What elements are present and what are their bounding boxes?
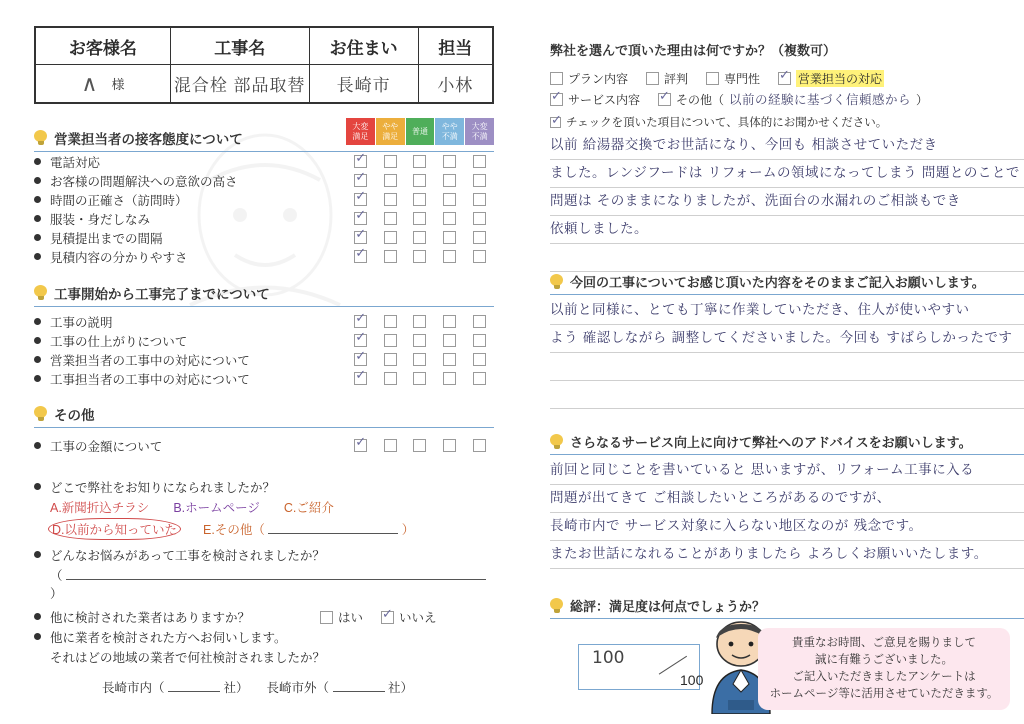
table-row[interactable] bbox=[34, 436, 494, 455]
reason-option-sales-response[interactable] bbox=[778, 70, 884, 87]
rating-checkboxes[interactable] bbox=[346, 155, 494, 168]
section-title-text: 営業担当者の接客態度について bbox=[54, 132, 243, 147]
reason-option-label: 評判 bbox=[664, 72, 689, 86]
check-mark-icon bbox=[550, 117, 561, 128]
count-out-city-unit: 社） bbox=[387, 681, 413, 695]
checkbox-satisfied[interactable] bbox=[384, 439, 397, 452]
score-title bbox=[550, 596, 1024, 619]
bullet-icon bbox=[34, 375, 41, 382]
right-column bbox=[530, 0, 1024, 724]
item-label: 工事担当者の工事中の対応について bbox=[50, 372, 250, 387]
table-row[interactable] bbox=[34, 171, 494, 190]
paren-open: （ bbox=[50, 569, 63, 583]
checkbox-dissatisfied[interactable] bbox=[443, 231, 456, 244]
section-advice bbox=[550, 432, 1024, 569]
thanks-line: 貴重なお時間、ご意見を賜りまして bbox=[792, 636, 976, 649]
legend-line2: 満足 bbox=[352, 131, 369, 141]
checkbox-very-dissatisfied[interactable] bbox=[473, 353, 486, 366]
writing-line[interactable] bbox=[550, 132, 1024, 160]
value-address: 長崎市 bbox=[310, 65, 419, 102]
checkbox-satisfied[interactable] bbox=[384, 250, 397, 263]
bullet-icon bbox=[34, 442, 41, 449]
checkbox-satisfied[interactable] bbox=[384, 372, 397, 385]
writing-line[interactable] bbox=[550, 188, 1024, 216]
count-out-city-line[interactable] bbox=[333, 691, 385, 692]
advice-title bbox=[550, 432, 1024, 455]
section-score bbox=[550, 596, 1024, 619]
table-row[interactable] bbox=[34, 331, 494, 350]
customer-signature: ∧ bbox=[81, 70, 98, 96]
label-yes: はい bbox=[338, 611, 364, 625]
writing-line[interactable] bbox=[550, 216, 1024, 244]
checkbox-very-dissatisfied[interactable] bbox=[473, 372, 486, 385]
legend-line2: 不満 bbox=[441, 131, 458, 141]
handwriting-line: 問題が出てきて ご相談したいところがあるのですが、 bbox=[550, 490, 891, 506]
writing-line[interactable] bbox=[550, 353, 1024, 381]
table-row[interactable] bbox=[34, 369, 494, 388]
item-label: 営業担当者の工事中の対応について bbox=[50, 353, 250, 368]
bullet-icon bbox=[34, 318, 41, 325]
checkbox-dissatisfied[interactable] bbox=[443, 174, 456, 187]
header-work-name: 工事名 bbox=[171, 28, 310, 65]
rating-checkboxes[interactable] bbox=[346, 439, 494, 452]
checkbox-very-dissatisfied[interactable] bbox=[473, 250, 486, 263]
checkbox-very-dissatisfied[interactable] bbox=[473, 315, 486, 328]
section-sales-attitude bbox=[34, 128, 494, 152]
table-row[interactable] bbox=[34, 228, 494, 247]
checkbox-dissatisfied[interactable] bbox=[443, 193, 456, 206]
question-other-contractors bbox=[34, 608, 494, 626]
checkbox-satisfied[interactable] bbox=[384, 212, 397, 225]
count-in-city[interactable] bbox=[102, 678, 249, 696]
checkbox-satisfied[interactable] bbox=[384, 174, 397, 187]
bullet-icon bbox=[34, 215, 41, 222]
item-label: 時間の正確さ（訪問時） bbox=[50, 193, 188, 208]
checkbox-very-satisfied[interactable] bbox=[354, 372, 367, 385]
label-no: いいえ bbox=[399, 611, 437, 625]
q1-choices-row1[interactable] bbox=[50, 498, 494, 516]
checkbox-very-satisfied[interactable] bbox=[354, 250, 367, 263]
checkbox-other[interactable] bbox=[658, 93, 671, 106]
reason-note-text: チェックを頂いた項目について、具体的にお聞かせください。 bbox=[566, 117, 888, 129]
checkbox-dissatisfied[interactable] bbox=[443, 439, 456, 452]
item-label: 見積内容の分かりやすさ bbox=[50, 250, 188, 265]
reason-option-expertise[interactable] bbox=[706, 70, 760, 87]
table-row[interactable] bbox=[34, 247, 494, 266]
checkbox-dissatisfied[interactable] bbox=[443, 334, 456, 347]
section-impression bbox=[550, 272, 1024, 409]
choice-e-close: ） bbox=[401, 523, 415, 537]
checkbox-normal[interactable] bbox=[413, 439, 426, 452]
checkbox-very-satisfied[interactable] bbox=[354, 193, 367, 206]
bullet-icon bbox=[34, 551, 41, 558]
q1-choices-row2[interactable] bbox=[48, 518, 494, 540]
handwriting-line: またお世話になれることがありましたら よろしくお願いいたします。 bbox=[550, 546, 988, 562]
score-title-text: 総評：満足度は何点でしょうか？ bbox=[570, 599, 766, 614]
item-label: 工事の仕上がりについて bbox=[50, 334, 188, 349]
section-title bbox=[34, 404, 494, 428]
writing-line[interactable] bbox=[550, 457, 1024, 485]
legend-line1: 普通 bbox=[411, 126, 428, 136]
checkbox-satisfied[interactable] bbox=[384, 315, 397, 328]
checkbox-dissatisfied[interactable] bbox=[443, 372, 456, 385]
score-slash: ／ bbox=[656, 648, 689, 684]
checkbox-normal[interactable] bbox=[413, 193, 426, 206]
reason-other-handwriting: 以前の経験に基づく信頼感から bbox=[729, 91, 912, 107]
checkbox-dissatisfied[interactable] bbox=[443, 353, 456, 366]
checkbox-satisfied[interactable] bbox=[384, 353, 397, 366]
q3-yes-option[interactable] bbox=[320, 608, 363, 626]
table-row[interactable] bbox=[34, 152, 494, 171]
choice-b[interactable]: B.ホームページ bbox=[173, 501, 260, 515]
impression-title bbox=[550, 272, 1024, 295]
choice-e-input-line[interactable] bbox=[268, 533, 398, 534]
checkbox-very-satisfied[interactable] bbox=[354, 155, 367, 168]
question-text: 他に検討された業者はありますか？ bbox=[50, 611, 251, 625]
checkbox-expertise[interactable] bbox=[706, 72, 719, 85]
bullet-icon bbox=[34, 483, 41, 490]
lightbulb-icon bbox=[34, 406, 47, 422]
checkbox-very-satisfied[interactable] bbox=[354, 439, 367, 452]
checkbox-dissatisfied[interactable] bbox=[443, 212, 456, 225]
choice-e-label: E.その他（ bbox=[203, 523, 265, 537]
item-label: 工事の説明 bbox=[50, 315, 113, 330]
item-label: 工事の金額について bbox=[50, 439, 163, 454]
q3-no-option[interactable] bbox=[381, 608, 437, 626]
rating-checkboxes[interactable] bbox=[346, 250, 494, 263]
customer-info-table bbox=[34, 26, 494, 104]
checkbox-very-satisfied[interactable] bbox=[354, 353, 367, 366]
rating-checkboxes[interactable] bbox=[346, 372, 494, 385]
rating-checkboxes[interactable] bbox=[346, 174, 494, 187]
section-other bbox=[34, 404, 494, 428]
checkbox-very-satisfied[interactable] bbox=[354, 334, 367, 347]
bullet-icon bbox=[34, 633, 41, 640]
question-how-did-you-know bbox=[34, 478, 494, 496]
q2-answer-line[interactable] bbox=[66, 579, 486, 580]
reason-option-label: サービス内容 bbox=[568, 93, 641, 107]
writing-line[interactable] bbox=[550, 485, 1024, 513]
reason-option-other[interactable] bbox=[658, 91, 928, 108]
handwriting-line: 以前 給湯器交換でお世話になり、今回も 相談させていただき bbox=[550, 137, 938, 153]
handwriting-line: 以前と同様に、とても丁寧に作業していただき、住人が使いやすい bbox=[550, 302, 970, 318]
checkbox-satisfied[interactable] bbox=[384, 155, 397, 168]
count-in-city-unit: 社） bbox=[223, 681, 249, 695]
question-text: どこで弊社をお知りになられましたか？ bbox=[50, 481, 276, 495]
checkbox-very-satisfied[interactable] bbox=[354, 231, 367, 244]
count-out-city[interactable] bbox=[267, 678, 414, 696]
table-row[interactable] bbox=[34, 312, 494, 331]
checkbox-very-dissatisfied[interactable] bbox=[473, 212, 486, 225]
reason-other-close: ） bbox=[916, 93, 929, 107]
handwriting-line: 前回と同じことを書いていると 思いますが、リフォーム工事に入る bbox=[550, 462, 975, 478]
lightbulb-icon bbox=[550, 274, 563, 290]
bullet-icon bbox=[34, 356, 41, 363]
choice-e[interactable] bbox=[203, 520, 414, 538]
count-in-city-label: 長崎市内（ bbox=[102, 681, 165, 695]
reason-option-label: プラン内容 bbox=[568, 72, 629, 86]
legend-line1: 大変 bbox=[471, 122, 488, 132]
checkbox-normal[interactable] bbox=[413, 155, 426, 168]
advice-writing-lines[interactable] bbox=[550, 457, 1024, 569]
item-label: 電話対応 bbox=[50, 155, 101, 170]
checkbox-normal[interactable] bbox=[413, 174, 426, 187]
handwriting-line: 問題は そのままになりましたが、洗面台の水漏れのご相談もでき bbox=[550, 193, 961, 209]
checkbox-yes[interactable] bbox=[320, 611, 333, 624]
section-sales-attitude-items bbox=[34, 152, 494, 266]
handwriting-line: ました。レンジフードは リフォームの領域になってしまう 問題とのことで bbox=[550, 165, 1020, 181]
checkbox-very-satisfied[interactable] bbox=[354, 315, 367, 328]
section-title-text: 工事開始から工事完了までについて bbox=[54, 287, 270, 302]
thanks-message bbox=[758, 628, 1010, 710]
checkbox-very-dissatisfied[interactable] bbox=[473, 193, 486, 206]
header-staff: 担当 bbox=[419, 28, 492, 65]
reason-title-text: 弊社を選んで頂いた理由は何ですか？（複数可） bbox=[550, 43, 837, 58]
legend-line2: 満足 bbox=[382, 131, 399, 141]
table-row[interactable] bbox=[34, 350, 494, 369]
section-construction-items bbox=[34, 312, 494, 388]
reason-options-row1[interactable] bbox=[550, 70, 1024, 87]
checkbox-normal[interactable] bbox=[413, 250, 426, 263]
reason-options-row2[interactable] bbox=[550, 91, 1024, 108]
item-label: 服装・身だしなみ bbox=[50, 212, 151, 227]
rating-checkboxes[interactable] bbox=[346, 315, 494, 328]
choice-d-selected[interactable]: D.以前から知っていた bbox=[48, 518, 181, 540]
score-max: 100 bbox=[680, 672, 704, 688]
q4-subtext bbox=[50, 648, 494, 666]
writing-line[interactable] bbox=[550, 381, 1024, 409]
checkbox-normal[interactable] bbox=[413, 315, 426, 328]
writing-line[interactable] bbox=[550, 244, 1024, 272]
q2-answer-row[interactable] bbox=[50, 566, 494, 602]
value-staff: 小林 bbox=[437, 76, 474, 95]
legend-line1: 大変 bbox=[352, 122, 369, 132]
handwriting-line: 依頼しました。 bbox=[550, 221, 648, 237]
reason-title bbox=[550, 40, 1024, 62]
paren-close: ） bbox=[50, 587, 63, 601]
writing-line[interactable] bbox=[550, 513, 1024, 541]
item-label: 見積提出までの間隔 bbox=[50, 231, 163, 246]
checkbox-no[interactable] bbox=[381, 611, 394, 624]
reason-note bbox=[550, 114, 1024, 130]
table-row[interactable] bbox=[34, 209, 494, 228]
reason-option-label: 営業担当の対応 bbox=[798, 72, 883, 86]
question-text: どんなお悩みがあって工事を検討されましたか？ bbox=[50, 549, 325, 563]
writing-line[interactable] bbox=[550, 160, 1024, 188]
customer-honorific: 様 bbox=[111, 77, 125, 92]
checkbox-dissatisfied[interactable] bbox=[443, 315, 456, 328]
reason-option-label: 専門性 bbox=[724, 72, 761, 86]
question-which-area bbox=[34, 628, 494, 646]
reason-option-service[interactable] bbox=[550, 91, 640, 108]
lightbulb-icon bbox=[550, 598, 563, 614]
legend-line1: やや bbox=[382, 122, 399, 132]
rating-checkboxes[interactable] bbox=[346, 231, 494, 244]
checkbox-satisfied[interactable] bbox=[384, 334, 397, 347]
score-value: 100 bbox=[592, 648, 625, 668]
question-what-trouble bbox=[34, 546, 494, 564]
checkbox-normal[interactable] bbox=[413, 334, 426, 347]
writing-line[interactable] bbox=[550, 541, 1024, 569]
section-reason bbox=[550, 40, 1024, 272]
checkbox-service[interactable] bbox=[550, 93, 563, 106]
section-title bbox=[34, 128, 494, 152]
checkbox-very-dissatisfied[interactable] bbox=[473, 334, 486, 347]
section-construction bbox=[34, 283, 494, 307]
handwriting-line: よう 確認しながら 調整してくださいました。今回も すばらしかったです bbox=[550, 330, 1013, 346]
checkbox-very-satisfied[interactable] bbox=[354, 174, 367, 187]
checkbox-very-dissatisfied[interactable] bbox=[473, 174, 486, 187]
reason-option-reputation[interactable] bbox=[646, 70, 688, 87]
section-title bbox=[34, 283, 494, 307]
checkbox-plan[interactable] bbox=[550, 72, 563, 85]
item-label: お客様の問題解決への意欲の高さ bbox=[50, 174, 238, 189]
bullet-icon bbox=[34, 196, 41, 203]
bottom-questions bbox=[34, 478, 494, 696]
header-customer-name: お客様名 bbox=[36, 28, 171, 65]
thanks-line: 誠に有難うございました。 bbox=[815, 653, 953, 666]
reason-option-plan[interactable] bbox=[550, 70, 628, 87]
checkbox-very-dissatisfied[interactable] bbox=[473, 439, 486, 452]
legend-line2: 不満 bbox=[471, 131, 488, 141]
impression-title-text: 今回の工事についてお感じ頂いた内容をそのままご記入お願いします。 bbox=[570, 275, 985, 290]
rating-checkboxes[interactable] bbox=[346, 334, 494, 347]
value-customer-name bbox=[36, 65, 171, 102]
checkbox-satisfied[interactable] bbox=[384, 193, 397, 206]
thanks-line: ホームページ等に活用させていただきます。 bbox=[769, 688, 999, 701]
choice-a[interactable]: A.新聞折込チラシ bbox=[50, 501, 150, 515]
checkbox-dissatisfied[interactable] bbox=[443, 155, 456, 168]
handwriting-line: 長崎市内で サービス対象に入らない地区なのが 残念です。 bbox=[550, 518, 923, 534]
bullet-icon bbox=[34, 613, 41, 620]
reason-writing-lines[interactable] bbox=[550, 132, 1024, 272]
count-out-city-label: 長崎市外（ bbox=[266, 681, 330, 695]
advice-title-text: さらなるサービス向上に向けて弊社へのアドバイスをお願いします。 bbox=[570, 435, 972, 450]
rating-checkboxes[interactable] bbox=[346, 353, 494, 366]
thanks-line: ご記入いただきましたアンケートは bbox=[792, 671, 976, 683]
lightbulb-icon bbox=[550, 434, 563, 450]
bullet-icon bbox=[34, 234, 41, 241]
question-subtext: それはどの地域の業者で何社検討されましたか？ bbox=[50, 651, 326, 665]
checkbox-dissatisfied[interactable] bbox=[443, 250, 456, 263]
checkbox-very-dissatisfied[interactable] bbox=[473, 155, 486, 168]
writing-line[interactable] bbox=[550, 297, 1024, 325]
rating-checkboxes[interactable] bbox=[346, 212, 494, 225]
legend-line1: やや bbox=[441, 122, 458, 132]
writing-line[interactable] bbox=[550, 325, 1024, 353]
bullet-icon bbox=[34, 337, 41, 344]
section-other-items bbox=[34, 436, 494, 455]
checkbox-normal[interactable] bbox=[413, 231, 426, 244]
reason-option-label: その他（ bbox=[676, 93, 725, 107]
question-text: 他に業者を検討された方へお伺いします。 bbox=[50, 631, 287, 645]
checkbox-normal[interactable] bbox=[413, 372, 426, 385]
value-work-name: 混合栓 部品取替 bbox=[171, 65, 310, 102]
bullet-icon bbox=[34, 158, 41, 165]
checkbox-satisfied[interactable] bbox=[384, 231, 397, 244]
count-in-city-line[interactable] bbox=[168, 691, 220, 692]
checkbox-reputation[interactable] bbox=[646, 72, 659, 85]
bullet-icon bbox=[34, 253, 41, 260]
checkbox-very-dissatisfied[interactable] bbox=[473, 231, 486, 244]
table-row[interactable] bbox=[34, 190, 494, 209]
rating-checkboxes[interactable] bbox=[346, 193, 494, 206]
checkbox-normal[interactable] bbox=[413, 353, 426, 366]
q5-counts-row[interactable] bbox=[102, 678, 494, 696]
lightbulb-icon bbox=[34, 130, 47, 146]
header-address: お住まい bbox=[310, 28, 419, 65]
lightbulb-icon bbox=[34, 285, 47, 301]
checkbox-sales-response[interactable] bbox=[778, 72, 791, 85]
checkbox-normal[interactable] bbox=[413, 212, 426, 225]
section-title-text: その他 bbox=[54, 408, 95, 423]
checkbox-very-satisfied[interactable] bbox=[354, 212, 367, 225]
impression-writing-lines[interactable] bbox=[550, 297, 1024, 409]
bullet-icon bbox=[34, 177, 41, 184]
choice-c[interactable]: C.ご紹介 bbox=[283, 501, 334, 515]
